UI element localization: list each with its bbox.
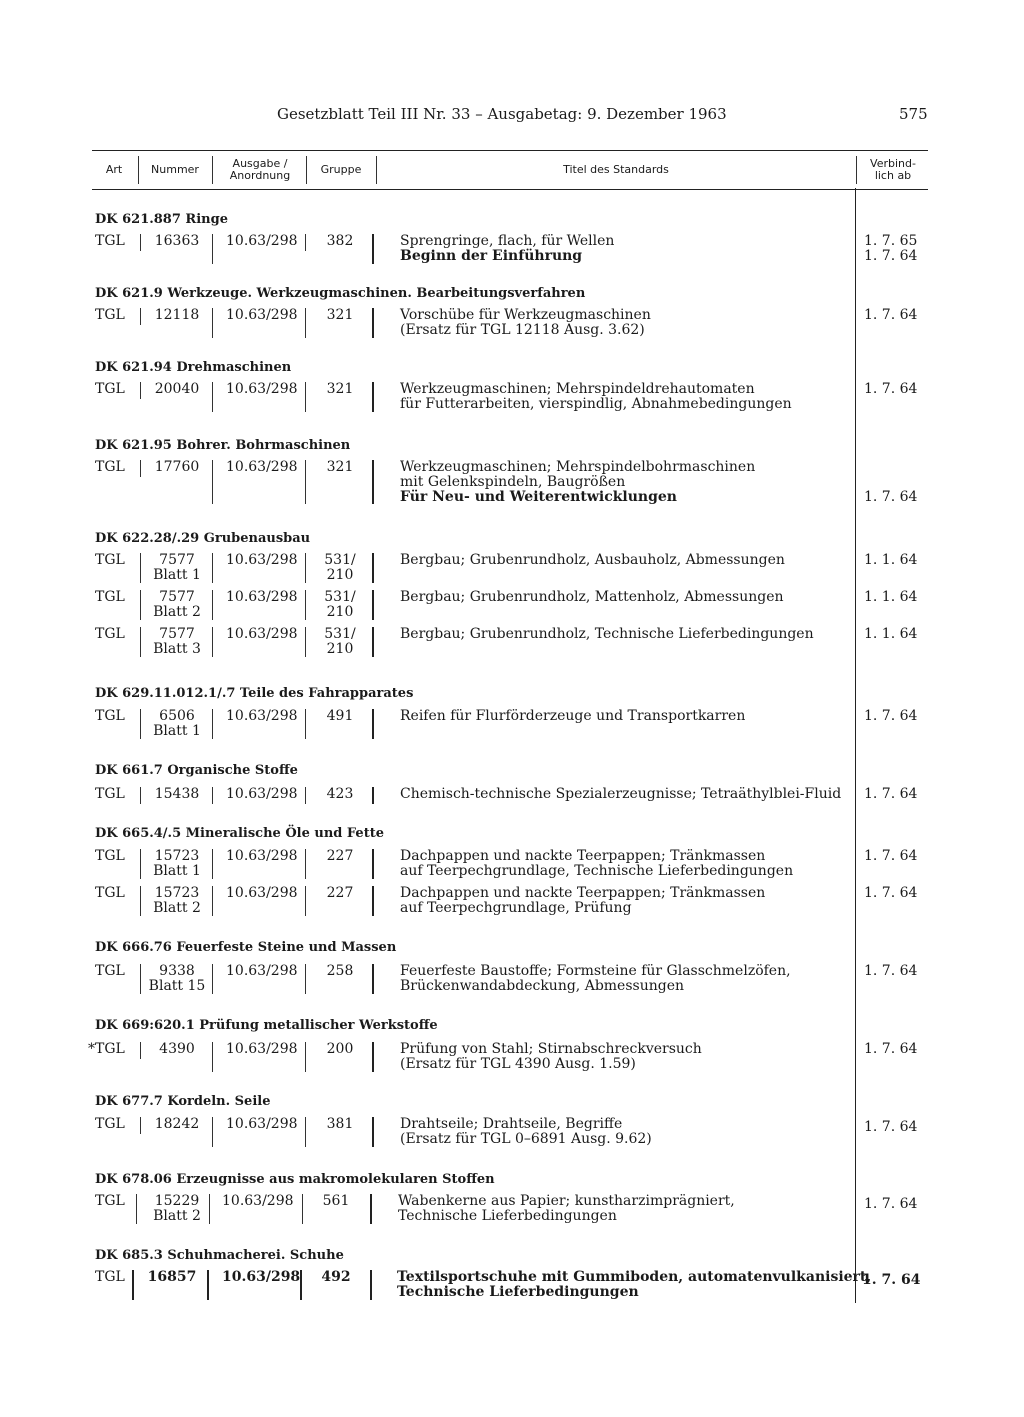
cell-divider — [212, 590, 213, 620]
cell-divider — [305, 590, 306, 620]
row-verbindlich: 1. 7. 64 — [864, 381, 918, 397]
row-gruppe: 321 — [326, 459, 354, 475]
row-ausgabe: 10.63/298 — [226, 885, 298, 901]
cell-divider — [140, 787, 141, 804]
row-verbindlich: 1. 7. 64 — [864, 848, 918, 864]
col-divider — [306, 156, 307, 184]
row-verbindlich: 1. 1. 64 — [864, 589, 918, 605]
row-nummer: 15723 — [154, 848, 200, 864]
row-gruppe: 561 — [322, 1193, 350, 1209]
cell-divider — [372, 886, 374, 916]
row-blatt: Blatt 2 — [153, 900, 201, 916]
row-ausgabe: 10.63/298 — [226, 786, 298, 802]
cell-divider — [212, 886, 213, 916]
row-titel-line: Bergbau; Grubenrundholz, Ausbauholz, Abmessungen — [400, 552, 785, 568]
row-art: TGL — [95, 848, 125, 864]
row-gruppe: 423 — [326, 786, 354, 802]
row-titel-line: Werkzeugmaschinen; Mehrspindelbohrmaschinen — [400, 459, 756, 475]
cell-divider — [372, 627, 374, 657]
date-column-rule — [855, 188, 856, 1303]
row-titel-line: Feuerfeste Baustoffe; Formsteine für Glasschmelzöfen, — [400, 963, 791, 979]
cell-divider — [305, 849, 306, 879]
column-header — [92, 150, 928, 190]
row-verbindlich: 1. 7. 64 — [864, 307, 918, 323]
row-gruppe: 531/ — [324, 589, 356, 605]
col-ausgabe: Ausgabe / Anordnung — [229, 157, 291, 182]
row-nummer: 12118 — [154, 307, 200, 323]
cell-divider — [305, 1117, 306, 1147]
cell-divider — [372, 787, 374, 804]
cell-divider — [372, 308, 374, 338]
row-titel-line: Brückenwandabdeckung, Abmessungen — [400, 978, 685, 994]
cell-divider — [305, 553, 306, 583]
row-titel-line: Für Neu- und Weiterentwicklungen — [400, 489, 677, 505]
row-nummer: 7577 — [159, 589, 195, 605]
cell-divider — [212, 709, 213, 739]
section-heading: DK 677.7 Kordeln. Seile — [95, 1094, 271, 1109]
row-blatt: Blatt 1 — [153, 567, 201, 583]
cell-divider — [372, 590, 374, 620]
col-gruppe: Gruppe — [320, 163, 362, 176]
row-art: TGL — [95, 1116, 125, 1132]
row-blatt: Blatt 2 — [153, 1208, 201, 1224]
cell-divider — [132, 1270, 134, 1300]
row-verbindlich: 1. 7. 64 — [862, 1272, 921, 1288]
cell-divider — [300, 1270, 302, 1300]
row-ausgabe: 10.63/298 — [226, 708, 298, 724]
cell-divider — [372, 849, 374, 879]
row-art: TGL — [95, 963, 125, 979]
row-titel-line: auf Teerpechgrundlage, Prüfung — [400, 900, 632, 916]
section-heading: DK 678.06 Erzeugnisse aus makromolekularen Stoffen — [95, 1172, 495, 1187]
row-titel-line: Beginn der Einführung — [400, 248, 583, 264]
row-verbindlich: 1. 7. 64 — [864, 885, 918, 901]
cell-divider — [372, 460, 374, 504]
cell-divider — [305, 308, 306, 338]
cell-divider — [305, 234, 306, 251]
col-divider — [138, 156, 139, 184]
row-verbindlich: 1. 7. 64 — [864, 1119, 918, 1135]
cell-divider — [212, 460, 213, 504]
row-ausgabe: 10.63/298 — [226, 1041, 298, 1057]
section-heading: DK 621.95 Bohrer. Bohrmaschinen — [95, 438, 351, 453]
row-art: TGL — [95, 885, 125, 901]
row-nummer: 16857 — [147, 1269, 197, 1285]
row-gruppe: 321 — [326, 381, 354, 397]
row-gruppe: 492 — [321, 1269, 351, 1285]
cell-divider — [212, 308, 213, 338]
row-gruppe: 531/ — [324, 552, 356, 568]
row-titel-line: Textilsportschuhe mit Gummiboden, automatenvulkanisiert, — [397, 1269, 872, 1285]
row-art: TGL — [95, 1269, 125, 1285]
cell-divider — [212, 964, 213, 994]
row-gruppe-cont: 210 — [326, 641, 354, 657]
cell-divider — [212, 1042, 213, 1072]
row-gruppe: 531/ — [324, 626, 356, 642]
cell-divider — [212, 234, 213, 264]
col-nummer: Nummer — [151, 163, 199, 176]
row-titel-line: Wabenkerne aus Papier; kunstharzimprägniert, — [398, 1193, 735, 1209]
cell-divider — [372, 234, 374, 264]
row-ausgabe: 10.63/298 — [226, 552, 298, 568]
col-verbindlich: Verbind- lich ab — [870, 157, 916, 182]
col-art: Art — [105, 163, 123, 176]
row-titel-line: Technische Lieferbedingungen — [397, 1284, 639, 1300]
cell-divider — [140, 849, 141, 879]
row-nummer: 6506 — [159, 708, 195, 724]
row-titel-line: Dachpappen und nackte Teerpappen; Tränkmassen — [400, 848, 766, 864]
row-gruppe: 381 — [326, 1116, 354, 1132]
cell-divider — [305, 787, 306, 804]
cell-divider — [140, 382, 141, 399]
gazette-title: Gesetzblatt Teil III Nr. 33 – Ausgabetag: 9. Dezember 1963 — [277, 105, 727, 123]
row-gruppe: 382 — [326, 233, 354, 249]
row-titel-line: Drahtseile; Drahtseile, Begriffe — [400, 1116, 623, 1132]
row-ausgabe: 10.63/298 — [226, 307, 298, 323]
cell-divider — [370, 1270, 372, 1300]
row-art: TGL — [95, 589, 125, 605]
section-heading: DK 665.4/.5 Mineralische Öle und Fette — [95, 826, 384, 841]
col-titel: Titel des Standards — [563, 163, 669, 176]
row-nummer: 16363 — [154, 233, 200, 249]
row-nummer: 18242 — [154, 1116, 200, 1132]
row-blatt: Blatt 1 — [153, 723, 201, 739]
row-art: TGL — [95, 708, 125, 724]
row-verbindlich: 1. 7. 64 — [864, 489, 918, 505]
row-verbindlich: 1. 7. 64 — [864, 1196, 918, 1212]
row-gruppe-cont: 210 — [326, 567, 354, 583]
cell-divider — [305, 886, 306, 916]
row-verbindlich: 1. 7. 64 — [864, 1041, 918, 1057]
row-nummer: 4390 — [159, 1041, 195, 1057]
row-ausgabe: 10.63/298 — [226, 233, 298, 249]
row-verbindlich: 1. 7. 64 — [864, 708, 918, 724]
section-heading: DK 669:620.1 Prüfung metallischer Werkstoffe — [95, 1018, 438, 1033]
row-art: TGL — [95, 459, 125, 475]
section-heading: DK 666.76 Feuerfeste Steine und Massen — [95, 940, 397, 955]
row-blatt: Blatt 3 — [153, 641, 201, 657]
cell-divider — [209, 1194, 210, 1224]
row-ausgabe: 10.63/298 — [226, 589, 298, 605]
cell-divider — [140, 553, 141, 583]
row-gruppe: 258 — [326, 963, 354, 979]
row-blatt: Blatt 2 — [153, 604, 201, 620]
row-gruppe: 321 — [326, 307, 354, 323]
cell-divider — [372, 964, 374, 994]
cell-divider — [212, 382, 213, 412]
row-ausgabe: 10.63/298 — [222, 1269, 301, 1285]
row-titel-line: mit Gelenkspindeln, Baugrößen — [400, 474, 626, 490]
cell-divider — [372, 1042, 374, 1072]
cell-divider — [372, 709, 374, 739]
section-heading: DK 621.94 Drehmaschinen — [95, 360, 292, 375]
row-titel-line: Vorschübe für Werkzeugmaschinen — [400, 307, 651, 323]
row-nummer: 7577 — [159, 552, 195, 568]
section-heading: DK 621.9 Werkzeuge. Werkzeugmaschinen. Bearbeitungsverfahren — [95, 286, 586, 301]
row-gruppe: 200 — [326, 1041, 354, 1057]
cell-divider — [212, 1117, 213, 1147]
row-nummer: 17760 — [154, 459, 200, 475]
col-divider — [212, 156, 213, 184]
row-gruppe: 227 — [326, 848, 354, 864]
row-art: TGL — [95, 1193, 125, 1209]
row-gruppe: 491 — [326, 708, 354, 724]
row-nummer: 15438 — [154, 786, 200, 802]
row-art: TGL — [95, 307, 125, 323]
cell-divider — [136, 1194, 137, 1224]
cell-divider — [212, 627, 213, 657]
row-blatt: Blatt 1 — [153, 863, 201, 879]
cell-divider — [305, 1042, 306, 1072]
cell-divider — [140, 590, 141, 620]
cell-divider — [305, 709, 306, 739]
cell-divider — [140, 709, 141, 739]
row-art: TGL — [95, 786, 125, 802]
row-verbindlich: 1. 7. 65 — [864, 233, 918, 249]
row-verbindlich: 1. 7. 64 — [864, 786, 918, 802]
section-heading: DK 685.3 Schuhmacherei. Schuhe — [95, 1248, 344, 1263]
row-titel-line: Technische Lieferbedingungen — [398, 1208, 617, 1224]
row-gruppe: 227 — [326, 885, 354, 901]
row-titel-line: Dachpappen und nackte Teerpappen; Tränkmassen — [400, 885, 766, 901]
cell-divider — [372, 382, 374, 412]
row-gruppe-cont: 210 — [326, 604, 354, 620]
cell-divider — [302, 1194, 303, 1224]
cell-divider — [140, 460, 141, 477]
row-ausgabe: 10.63/298 — [226, 1116, 298, 1132]
cell-divider — [140, 1117, 141, 1134]
row-ausgabe: 10.63/298 — [226, 459, 298, 475]
cell-divider — [212, 787, 213, 804]
cell-divider — [305, 627, 306, 657]
cell-divider — [305, 964, 306, 994]
row-titel-line: (Ersatz für TGL 4390 Ausg. 1.59) — [400, 1056, 636, 1072]
row-verbindlich: 1. 7. 64 — [864, 963, 918, 979]
section-heading: DK 661.7 Organische Stoffe — [95, 763, 298, 778]
row-titel-line: Prüfung von Stahl; Stirnabschreckversuch — [400, 1041, 702, 1057]
cell-divider — [372, 553, 374, 583]
col-divider — [376, 156, 377, 184]
row-art: TGL — [95, 381, 125, 397]
row-titel-line: Sprengringe, flach, für Wellen — [400, 233, 615, 249]
row-nummer: 20040 — [154, 381, 200, 397]
row-titel-line: (Ersatz für TGL 0–6891 Ausg. 9.62) — [400, 1131, 652, 1147]
cell-divider — [207, 1270, 209, 1300]
cell-divider — [140, 1042, 141, 1059]
cell-divider — [305, 382, 306, 412]
cell-divider — [140, 234, 141, 251]
row-titel-line: auf Teerpechgrundlage, Technische Lieferbedingungen — [400, 863, 794, 879]
row-art: TGL — [95, 233, 125, 249]
cell-divider — [140, 886, 141, 916]
row-titel-line: Chemisch-technische Spezialerzeugnisse; Tetraäthylblei-Fluid — [400, 786, 842, 802]
col-divider — [856, 156, 857, 184]
cell-divider — [370, 1194, 372, 1224]
cell-divider — [305, 460, 306, 504]
cell-divider — [140, 308, 141, 325]
row-titel-line: Bergbau; Grubenrundholz, Mattenholz, Abmessungen — [400, 589, 784, 605]
cell-divider — [212, 553, 213, 583]
row-art: *TGL — [88, 1041, 125, 1057]
row-verbindlich: 1. 1. 64 — [864, 626, 918, 642]
row-nummer: 9338 — [159, 963, 195, 979]
row-nummer: 7577 — [159, 626, 195, 642]
row-titel-line: für Futterarbeiten, vierspindlig, Abnahmebedingungen — [400, 396, 792, 412]
cell-divider — [140, 964, 141, 994]
row-verbindlich: 1. 1. 64 — [864, 552, 918, 568]
section-heading: DK 629.11.012.1/.7 Teile des Fahrapparates — [95, 686, 414, 701]
row-ausgabe: 10.63/298 — [226, 963, 298, 979]
row-nummer: 15229 — [154, 1193, 200, 1209]
cell-divider — [372, 1117, 374, 1147]
row-ausgabe: 10.63/298 — [226, 381, 298, 397]
page-number: 575 — [899, 105, 928, 123]
row-blatt: Blatt 15 — [148, 978, 206, 994]
row-art: TGL — [95, 552, 125, 568]
row-titel-line: Bergbau; Grubenrundholz, Technische Lieferbedingungen — [400, 626, 814, 642]
running-head — [0, 105, 1024, 127]
row-verbindlich: 1. 7. 64 — [864, 248, 918, 264]
row-nummer: 15723 — [154, 885, 200, 901]
section-heading: DK 622.28/.29 Grubenausbau — [95, 531, 311, 546]
row-ausgabe: 10.63/298 — [222, 1193, 294, 1209]
row-titel-line: (Ersatz für TGL 12118 Ausg. 3.62) — [400, 322, 645, 338]
row-titel-line: Werkzeugmaschinen; Mehrspindeldrehautomaten — [400, 381, 755, 397]
row-titel-line: Reifen für Flurförderzeuge und Transportkarren — [400, 708, 746, 724]
row-ausgabe: 10.63/298 — [226, 848, 298, 864]
section-heading: DK 621.887 Ringe — [95, 212, 228, 227]
cell-divider — [212, 849, 213, 879]
cell-divider — [140, 627, 141, 657]
row-art: TGL — [95, 626, 125, 642]
row-ausgabe: 10.63/298 — [226, 626, 298, 642]
